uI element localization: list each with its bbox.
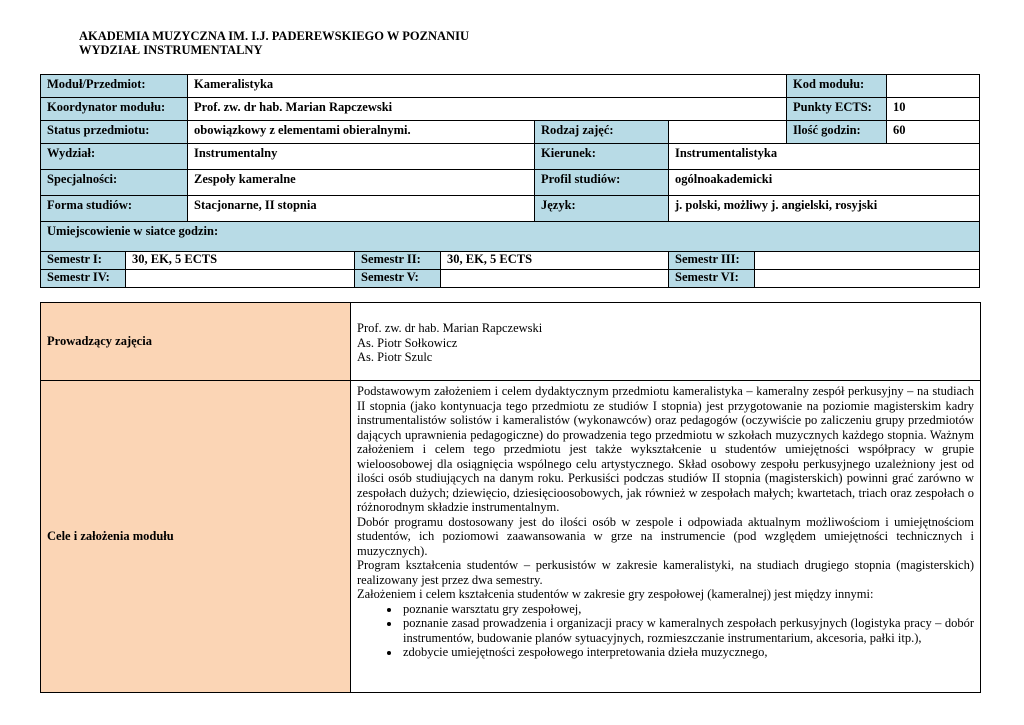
semestr-2-value: 30, EK, 5 ECTS <box>440 251 669 270</box>
semestr-5-value <box>440 269 669 288</box>
course-details-table <box>40 302 981 693</box>
cele-bullet: • poznanie warsztatu gry zespołowej, <box>401 602 974 617</box>
rodzaj-value <box>668 120 787 144</box>
cele-bullet-list <box>357 602 974 660</box>
modul-label: Moduł/Przedmiot: <box>40 74 188 98</box>
cele-label: Cele i założenia modułu <box>41 381 351 693</box>
umiejscowienie-label: Umiejscowienie w siatce godzin: <box>40 221 980 252</box>
rodzaj-label: Rodzaj zajęć: <box>534 120 669 144</box>
wydzial-label: Wydział: <box>40 143 188 170</box>
cele-bullet: • zdobycie umiejętności zespołowego interpretowania dzieła muzycznego, <box>401 645 974 660</box>
forma-value: Stacjonarne, II stopnia <box>187 195 535 222</box>
profil-label: Profil studiów: <box>534 169 669 196</box>
semestr-4-value <box>125 269 355 288</box>
semestr-2-label: Semestr II: <box>354 251 441 270</box>
prowadzacy-3: As. Piotr Szulc <box>357 350 433 365</box>
info-grid <box>40 74 980 288</box>
kod-value <box>886 74 980 98</box>
academy-name: AKADEMIA MUZYCZNA IM. I.J. PADEREWSKIEGO W POZNANIU <box>79 29 469 43</box>
cele-paragraph: Dobór programu dostosowany jest do ilości osób w zespole i odpowiada aktualnym możliwościom i umiejętnościom studentów, ich poziomowi zaawansowania w grze na instrumencie (pod względem umiejętności technicznych i muzycznych). <box>357 514 974 558</box>
semestr-6-value <box>754 269 980 288</box>
prowadzacy-label: Prowadzący zajęcia <box>41 303 351 381</box>
semestr-3-label: Semestr III: <box>668 251 755 270</box>
kierunek-label: Kierunek: <box>534 143 669 170</box>
semestr-5-label: Semestr V: <box>354 269 441 288</box>
specjalnosci-label: Specjalności: <box>40 169 188 196</box>
koordynator-label: Koordynator modułu: <box>40 97 188 121</box>
status-value: obowiązkowy z elementami obieralnymi. <box>187 120 535 144</box>
jezyk-value: j. polski, możliwy j. angielski, rosyjski <box>668 195 980 222</box>
specjalnosci-value: Zespoły kameralne <box>187 169 535 196</box>
cele-content <box>351 381 981 693</box>
cele-paragraph: Założeniem i celem kształcenia studentów w zakresie gry zespołowej (kameralnej) jest między innymi: <box>357 587 874 601</box>
cele-bullet: • poznanie zasad prowadzenia i organizacji pracy w kameralnych zespołach perkusyjnych (logistyka pracy – dobór instrumentów, budowanie planów sytuacyjnych, rozmieszczanie instrumentarium, akcesoria, pałki itp.), <box>401 616 974 645</box>
kierunek-value: Instrumentalistyka <box>668 143 980 170</box>
jezyk-label: Język: <box>534 195 669 222</box>
modul-value: Kameralistyka <box>187 74 787 98</box>
status-label: Status przedmiotu: <box>40 120 188 144</box>
semestr-4-label: Semestr IV: <box>40 269 126 288</box>
ilosc-value: 60 <box>886 120 980 144</box>
kod-label: Kod modułu: <box>786 74 887 98</box>
ects-value: 10 <box>886 97 980 121</box>
document-header <box>79 29 469 57</box>
ects-label: Punkty ECTS: <box>786 97 887 121</box>
cele-paragraph: Program kształcenia studentów – perkusistów w zakresie kameralistyki, na studiach drugiego stopnia (magisterskich) realizowany jest przez dwa semestry. <box>357 558 974 587</box>
prowadzacy-list <box>351 303 981 381</box>
semestr-1-label: Semestr I: <box>40 251 126 270</box>
koordynator-value: Prof. zw. dr hab. Marian Rapczewski <box>187 97 787 121</box>
profil-value: ogólnoakademicki <box>668 169 980 196</box>
semestr-6-label: Semestr VI: <box>668 269 755 288</box>
ilosc-label: Ilość godzin: <box>786 120 887 144</box>
faculty-name: WYDZIAŁ INSTRUMENTALNY <box>79 43 263 57</box>
prowadzacy-2: As. Piotr Sołkowicz <box>357 335 458 350</box>
forma-label: Forma studiów: <box>40 195 188 222</box>
cele-paragraph: Podstawowym założeniem i celem dydaktycznym przedmiotu kameralistyka – kameralny zespół perkusyjny – na studiach II stopnia (jako kontynuacja tego przedmiotu ze studiów I stopnia) jest przygotowanie na poziomie magisterskim kadry instrumentalistów solistów i kameralistów (wykonawców) oraz pedagogów (oczywiście po zaliczeniu grupy przedmiotów dających uprawnienia pedagogiczne) do prowadzenia tego przedmiotu w szkołach muzycznych każdego stopnia. Ważnym założeniem i celem tego przedmiotu jest także wykształcenie u studentów umiejętności współpracy w grupie wieloosobowej dla osiągnięcia wspólnego celu artystycznego. Skład osobowy zespołu perkusyjnego uzależniony jest od ilości osób studiujących na danym roku. Perkusiści podczas studiów II stopnia (magisterskich) powinni grać zarówno w zespołach dużych; dziewięcio, dziesięcioosobowych, jak również w zespołach małych; kwartetach, triach oraz zespołach o różnorodnym składzie instrumentalnym. <box>357 384 974 514</box>
prowadzacy-1: Prof. zw. dr hab. Marian Rapczewski <box>357 321 543 336</box>
semestr-3-value <box>754 251 980 270</box>
semestr-1-value: 30, EK, 5 ECTS <box>125 251 355 270</box>
wydzial-value: Instrumentalny <box>187 143 535 170</box>
